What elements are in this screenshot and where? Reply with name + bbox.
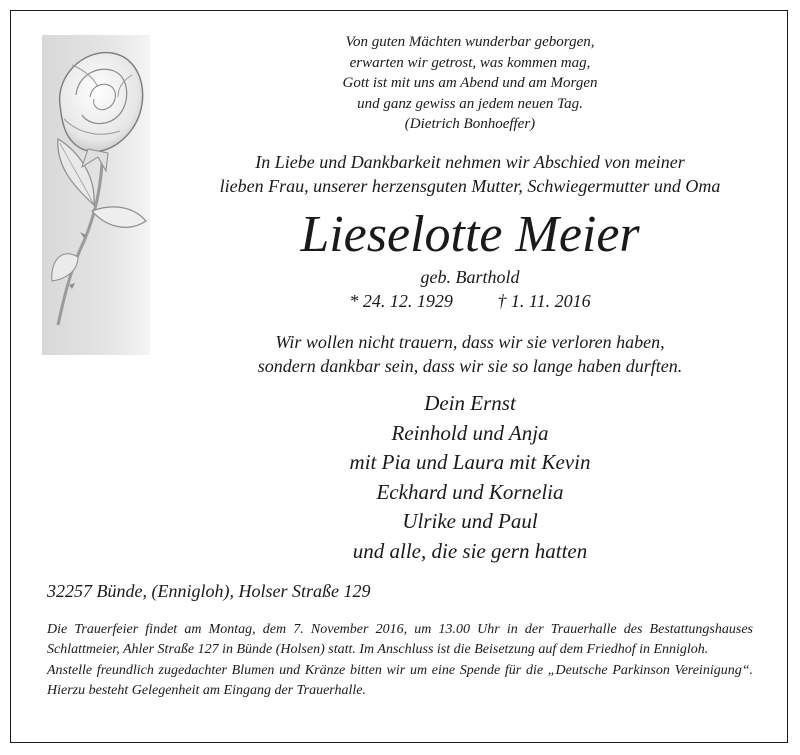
funeral-details	[47, 620, 753, 701]
quote-line: und ganz gewiss an jedem neuen Tag.	[357, 95, 583, 112]
mourner-line: Eckhard und Kornelia	[376, 479, 564, 504]
maiden-name: geb. Barthold	[420, 267, 520, 287]
mourners-list	[150, 389, 790, 566]
family-address: 32257 Bünde, (Ennigloh), Holser Straße 129	[47, 581, 371, 601]
verse-line: sondern dankbar sein, dass wir sie so lange haben durften.	[257, 356, 683, 376]
consolation-verse	[150, 330, 790, 378]
bonhoeffer-quote	[230, 32, 710, 135]
rose-icon	[42, 35, 150, 355]
mourner-line: Reinhold und Anja	[391, 420, 549, 445]
mourner-line: Ulrike und Paul	[402, 509, 538, 533]
intro-line: In Liebe und Dankbarkeit nehmen wir Abschied von meiner	[255, 152, 685, 172]
death-date: † 1. 11. 2016	[497, 291, 591, 311]
quote-line: Von guten Mächten wunderbar geborgen,	[345, 34, 595, 50]
mourner-line: und alle, die sie gern hatten	[352, 538, 588, 563]
donation-paragraph: Anstelle freundlich zugedachter Blumen und Kränze bitten wir um eine Spende für die „Deutsche Parkinson Vereinigung“. Hierzu besteht Gelegenheit am Eingang der Trauerhalle.	[47, 663, 753, 698]
intro-text	[150, 150, 790, 198]
mourner-line: Dein Ernst	[424, 391, 516, 415]
quote-attribution: (Dietrich Bonhoeffer)	[404, 116, 536, 132]
birth-date: * 24. 12. 1929	[349, 291, 453, 311]
life-dates	[150, 290, 790, 312]
deceased-name: Lieselotte Meier	[300, 206, 640, 263]
ceremony-paragraph: Die Trauerfeier findet am Montag, dem 7. November 2016, um 13.00 Uhr in der Trauerhalle des Bestattungshauses Schlattmeier, Ahler Straße 127 in Bünde (Holsen) statt. Im Anschluss ist die Beisetzung auf dem Friedhof in Ennigloh.	[47, 622, 753, 657]
intro-line: lieben Frau, unserer herzensguten Mutter, Schwiegermutter und Oma	[219, 176, 721, 196]
quote-line: erwarten wir getrost, was kommen mag,	[349, 54, 591, 71]
verse-line: Wir wollen nicht trauern, dass wir sie verloren haben,	[275, 332, 665, 352]
quote-line: Gott ist mit uns am Abend und am Morgen	[342, 75, 598, 91]
mourner-line: mit Pia und Laura mit Kevin	[349, 450, 591, 474]
